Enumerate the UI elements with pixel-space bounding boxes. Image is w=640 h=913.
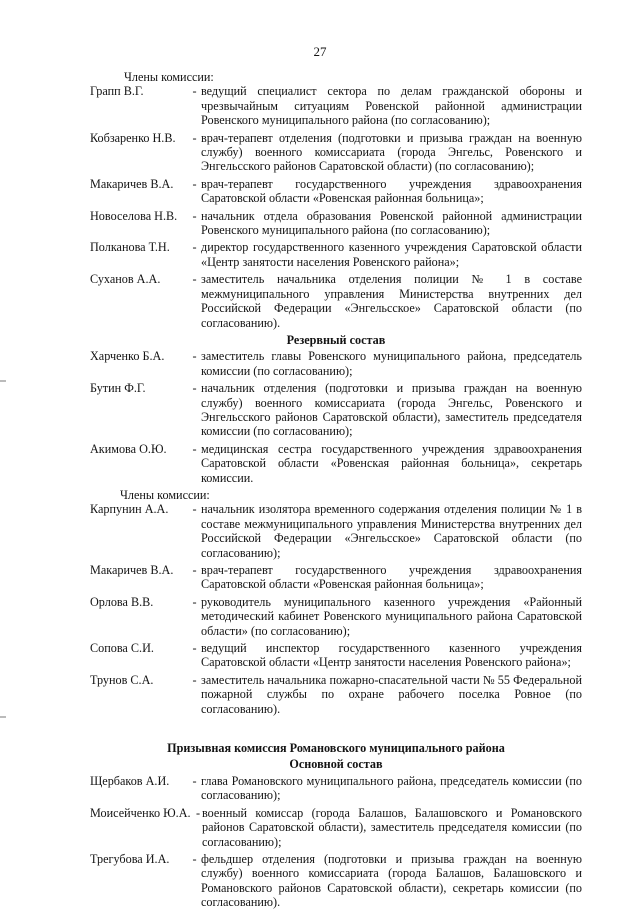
member-description: ведущий специалист сектора по делам гражданской обороны и чрезвычайным ситуациям Ровенской районной администрации Ровенского муниципального района (по согласованию); [201,84,582,128]
member-name: Трегубова И.А. [90,851,170,866]
member-name: Харченко Б.А. [90,349,165,364]
member-description: заместитель начальника пожарно-спасательной части № 55 Федеральной пожарной службы по охране рабочего поселка Ровное (по согласованию). [201,672,582,716]
scan-mark [0,716,6,718]
member-entry: Сопова С.И. - ведущий инспектор государственного казенного учреждения Саратовской области «Центр занятости населения Ровенского района»; [90,641,582,670]
page-number: 27 [313,44,327,59]
member-description: врач-терапевт отделения (подготовки и призыва граждан на военную службу) военного комиссариата (города Энгельс, Ровенского и Энгельсского районов Саратовской области) (по согласованию); [201,130,582,174]
member-name: Трунов С.А. [90,672,154,687]
member-description: директор государственного казенного учреждения Саратовской области «Центр занятости населения Ровенского района»; [201,240,582,269]
member-entry: Кобзаренко Н.В. - врач-терапевт отделения (подготовки и призыва граждан на военную службу) военного комиссариата (города Энгельс, Ровенского и Энгельсского районов Саратовской области) (по согласованию); [90,130,582,174]
member-entry: Трегубова И.А. - фельдшер отделения (подготовки и призыва граждан на военную службу) военного комиссариата (города Балашов, Балашовского и Романовского районов Саратовской области), секретарь комиссии (по согласованию). [90,851,582,910]
member-entry: Макаричев В.А. - врач-терапевт государственного учреждения здравоохранения Саратовской области «Ровенская районная больница»; [90,563,582,592]
member-name: Щербаков А.И. [90,773,170,788]
reserve-heading: Резервный состав [286,332,386,347]
member-entry: Харченко Б.А. - заместитель главы Ровенского муниципального района, председатель комиссии (по согласованию); [90,349,582,378]
member-name: Макаричев В.А. [90,176,174,191]
member-name: Карпунин А.А. [90,502,169,517]
member-name: Полканова Т.Н. [90,240,170,255]
member-name: Сопова С.И. [90,641,154,656]
member-description: ведущий инспектор государственного казенного учреждения Саратовской области «Центр занятости населения Ровенского района»; [201,641,582,670]
member-name: Кобзаренко Н.В. [90,130,176,145]
member-name: Макаричев В.А. [90,563,174,577]
member-description: военный комиссар (города Балашов, Балашовского и Романовского районов Саратовской области), заместитель председателя комиссии (по согласованию); [202,805,582,849]
member-name: Акимова О.Ю. [90,441,167,456]
member-entry: Орлова В.В. - руководитель муниципального казенного учреждения «Районный методический кабинет Ровенского муниципального района Саратовской области» (по согласованию); [90,594,582,638]
section-subtitle: Основной состав [289,757,383,772]
scan-mark [0,380,6,382]
member-description: медицинская сестра государственного учреждения здравоохранения Саратовской области «Ровенская районная больница», секретарь комиссии. [201,441,582,485]
member-description: руководитель муниципального казенного учреждения «Районный методический кабинет Ровенского муниципального района Саратовской области» (по согласованию); [201,594,582,638]
member-name: Грапп В.Г. [90,84,144,99]
member-entry: Трунов С.А. - заместитель начальника пожарно-спасательной части № 55 Федеральной пожарной службы по охране рабочего поселка Ровное (по согласованию). [90,672,582,716]
member-entry: Моисейченко Ю.А. - военный комиссар (города Балашов, Балашовского и Романовского районов Саратовской области), заместитель председателя комиссии (по согласованию); [90,805,582,849]
member-name: Моисейченко Ю.А. [90,805,191,820]
member-description: начальник отдела образования Ровенской районной администрации Ровенского муниципального района (по согласованию); [201,208,582,238]
member-entry: Акимова О.Ю. - медицинская сестра государственного учреждения здравоохранения Саратовской области «Ровенская районная больница», секретарь комиссии. [90,441,582,485]
member-entry: Грапп В.Г. - ведущий специалист сектора по делам гражданской обороны и чрезвычайным ситуациям Ровенской районной администрации Ровенского муниципального района (по согласованию); [90,84,582,128]
member-name: Бутин Ф.Г. [90,381,146,396]
member-name: Новоселова Н.В. [90,208,178,223]
member-entry: Макаричев В.А. - врач-терапевт государственного учреждения здравоохранения Саратовской области «Ровенская районная больница»; [90,176,582,206]
member-entry: Новоселова Н.В. - начальник отдела образования Ровенской районной администрации Ровенского муниципального района (по согласованию); [90,208,582,238]
member-entry: Суханов А.А. - заместитель начальника отделения полиции № 1 в составе межмуниципального управления Министерства внутренних дел Российской Федерации «Энгельсское» Саратовской области (по согласованию). [90,272,582,330]
member-entry: Щербаков А.И. - глава Романовского муниципального района, председатель комиссии (по согласованию); [90,773,582,803]
member-entry: Полканова Т.Н. - директор государственного казенного учреждения Саратовской области «Центр занятости населения Ровенского района»; [90,240,582,269]
document-body [90,70,582,913]
member-name: Орлова В.В. [90,594,154,609]
members-label: Члены комиссии: [124,70,214,84]
member-description: врач-терапевт государственного учреждения здравоохранения Саратовской области «Ровенская районная больница»; [201,563,582,592]
members-label: Члены комиссии: [120,487,210,502]
member-description: врач-терапевт государственного учреждения здравоохранения Саратовской области «Ровенская районная больница»; [201,176,582,206]
member-description: фельдшер отделения (подготовки и призыва граждан на военную службу) военного комиссариата (города Балашов, Балашовского и Романовского районов Саратовской области), секретарь комиссии (по согласованию). [201,851,582,910]
member-description: начальник изолятора временного содержания отделения полиции № 1 в составе межмуниципального управления Министерства внутренних дел Российской Федерации «Энгельсское» Саратовской области (по согласованию); [201,502,582,560]
member-entry: Бутин Ф.Г. - начальник отделения (подготовки и призыва граждан на военную службу) военного комиссариата (города Энгельс, Ровенского и Энгельсского районов Саратовской области), заместитель председателя комиссии (по согласованию); [90,381,582,439]
member-name: Суханов А.А. [90,272,161,287]
section-title: Призывная комиссия Романовского муниципального района [167,741,505,756]
member-description: заместитель начальника отделения полиции № 1 в составе межмуниципального управления Министерства внутренних дел Российской Федерации «Энгельсское» Саратовской области (по согласованию). [201,272,582,330]
member-description: начальник отделения (подготовки и призыва граждан на военную службу) военного комиссариата (города Энгельс, Ровенского и Энгельсского районов Саратовской области), заместитель председателя комиссии (по согласованию); [201,381,582,439]
member-entry: Карпунин А.А. - начальник изолятора временного содержания отделения полиции № 1 в составе межмуниципального управления Министерства внутренних дел Российской Федерации «Энгельсское» Саратовской области (по согласованию); [90,502,582,560]
member-description: заместитель главы Ровенского муниципального района, председатель комиссии (по согласованию); [201,349,582,378]
member-description: глава Романовского муниципального района, председатель комиссии (по согласованию); [201,773,582,803]
